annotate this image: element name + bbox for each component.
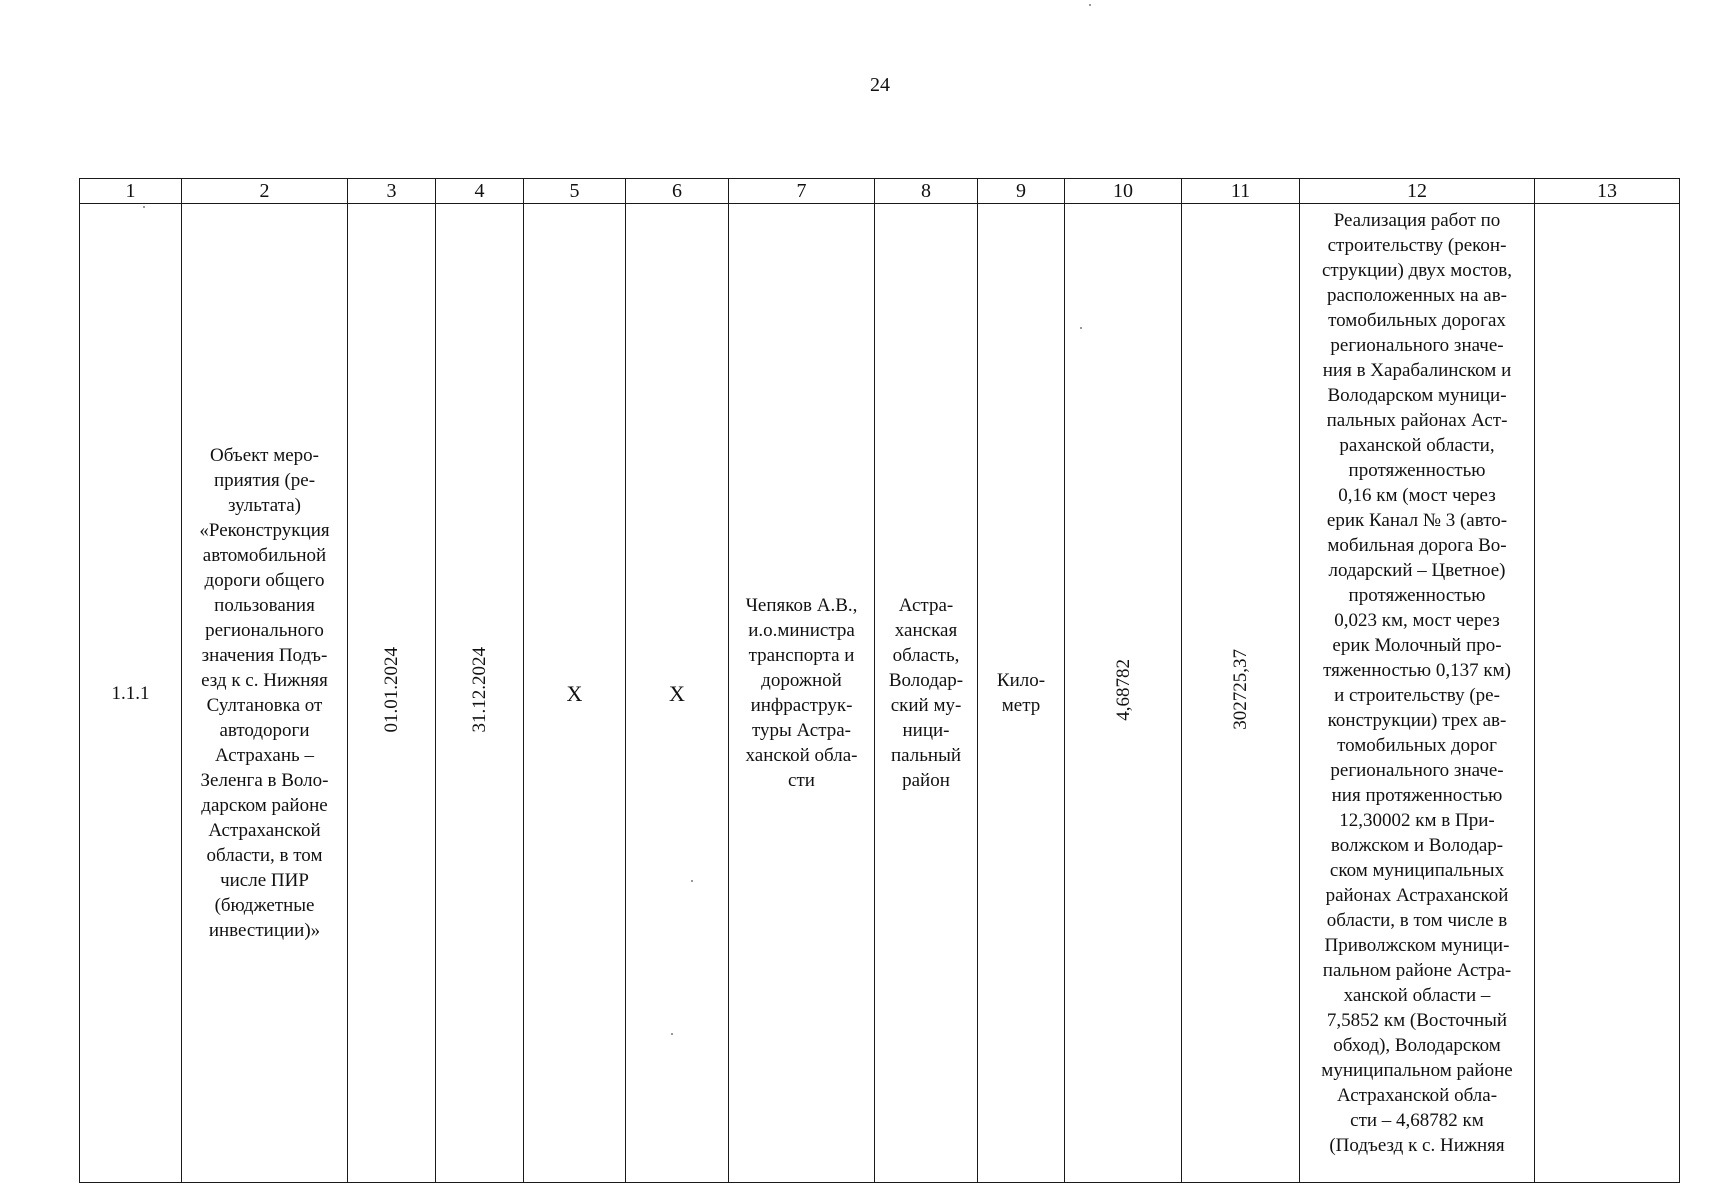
header-row [80, 179, 1680, 204]
column-header-4: 4 [436, 179, 524, 204]
column-header-8: 8 [875, 179, 978, 204]
cell-quantity [1065, 204, 1182, 1183]
scan-speck [1089, 4, 1091, 6]
cell-unit [978, 204, 1065, 1183]
cell-object-name [182, 204, 348, 1183]
column-header-7: 7 [729, 179, 875, 204]
column-header-10: 10 [1065, 179, 1182, 204]
amount: 302725,37 [1230, 649, 1251, 730]
quantity: 4,68782 [1112, 658, 1134, 721]
scan-speck [671, 1033, 673, 1035]
cell-col13 [1535, 204, 1680, 1183]
cell-description [1300, 204, 1535, 1183]
object-name: Объект меро- приятия (ре- зультата) «Реконструкция автомобильной дороги общего пользования регионального значения Подъ- езд к с. Нижняя Султановка от автодороги Астрахань – Зеленга в Воло- дарском районе Астраханской области, в том числе ПИР (бюджетные инвестиции)» [199, 445, 330, 941]
cell-col5 [524, 204, 626, 1183]
cell-amount [1182, 204, 1300, 1183]
cell-end-date [436, 204, 524, 1183]
end-date: 31.12.2024 [469, 646, 490, 733]
column-header-9: 9 [978, 179, 1065, 204]
document-table [79, 178, 1680, 1183]
description: Реализация работ по строительству (рекон- струкции) двух мостов, расположенных на ав- томобильных дорогах регионального значе- ния в Харабалинском и Володарском муници- пальных районах Аст- раханской области, протяженностью 0,16 км (мост через ерик Канал № 3 (авто- мобильная дорога Во- лодарский – Цветное) протяженностью 0,023 км, мост через ерик Молочный про- тяженностью 0,137 км) и строительству (ре- конструкции) трех ав- томобильных дорог регионального значе- ния протяженностью 12,30002 км в При- волжском и Володар- ском муниципальных районах Астраханской области, в том числе в Приволжском муници- пальном районе Астра- ханской области – 7,5852 км (Восточный обход), Володарском муниципальном районе Астраханской обла- сти – 4,68782 км (Подъезд к с. Нижняя [1321, 210, 1513, 1156]
unit-of-measure: Кило- метр [996, 670, 1046, 716]
cell-start-date [348, 204, 436, 1183]
column-header-3: 3 [348, 179, 436, 204]
column-header-6: 6 [626, 179, 729, 204]
scan-speck [143, 206, 145, 208]
cell-item-number [80, 204, 182, 1183]
cell-col6 [626, 204, 729, 1183]
column-header-13: 13 [1535, 179, 1680, 204]
column-header-5: 5 [524, 179, 626, 204]
column-header-11: 11 [1182, 179, 1300, 204]
cell-responsible [729, 204, 875, 1183]
table-row [80, 204, 1680, 1183]
column-header-2: 2 [182, 179, 348, 204]
column-header-12: 12 [1300, 179, 1535, 204]
scan-speck [691, 880, 693, 882]
scan-speck [1080, 327, 1082, 329]
col6-mark: X [669, 680, 685, 706]
cell-location [875, 204, 978, 1183]
start-date: 01.01.2024 [381, 646, 402, 733]
location: Астра- ханская область, Володар- ский му- ници- пальный район [888, 595, 964, 791]
item-number: 1.1.1 [111, 682, 150, 704]
column-header-1: 1 [80, 179, 182, 204]
responsible-person: Чепяков А.В., и.о.министра транспорта и дорожной инфраструк- туры Астра- ханской обла- сти [745, 595, 858, 791]
col5-mark: X [566, 680, 583, 706]
page-number: 24 [870, 74, 890, 96]
